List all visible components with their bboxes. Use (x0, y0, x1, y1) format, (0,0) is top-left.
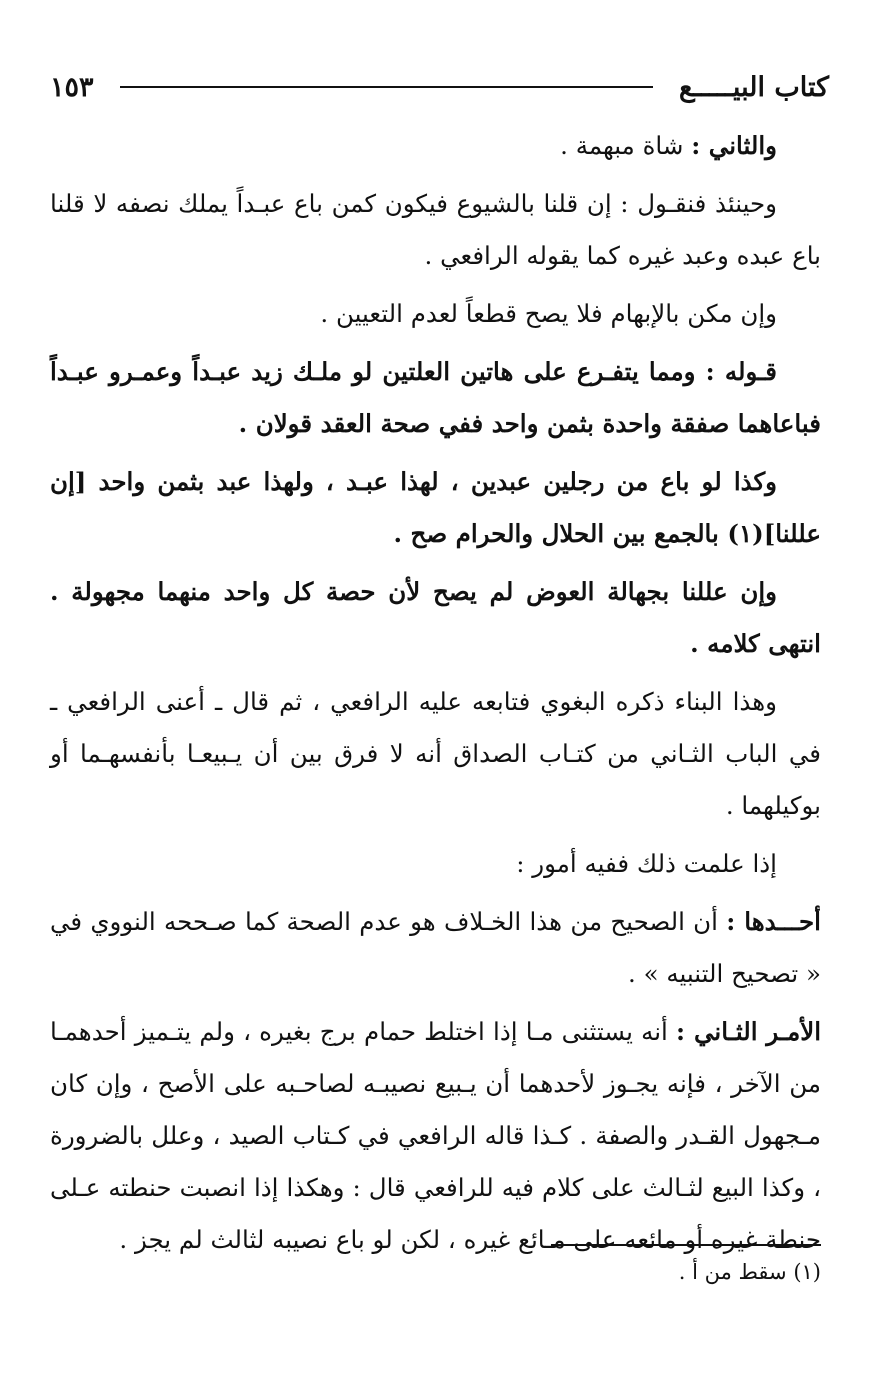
paragraph-text: وكذا لو باع من رجلين عبدين ، لهذا عبـد ، ولهذا عبد بثمن واحد [إن عللنا](١) بالجمع بين الحلال والحرام صح . (50, 467, 821, 548)
main-text (50, 120, 821, 1272)
paragraph-text: وحينئذ فنقـول : إن قلنا بالشيوع فيكون كمن باع عبـداً يملك نصفه لا قلنا باع عبده وعبد غيره كما يقوله الرافعي . (50, 189, 821, 270)
paragraph-text: وإن مكن بالإبهام فلا يصح قطعاً لعدم التعيين . (320, 299, 777, 328)
paragraph-text: وإن عللنا بجهالة العوض لم يصح لأن حصة كل واحد منهما مجهولة . انتهى كلامه . (50, 577, 821, 658)
paragraph (50, 1006, 821, 1266)
paragraph (50, 896, 821, 1000)
paragraph (50, 178, 821, 282)
chapter-title: كتاب البيـــــع (679, 71, 829, 103)
paragraph (50, 676, 821, 832)
quoted-paragraph (50, 346, 821, 450)
paragraph-text: أن الصحيح من هذا الخـلاف هو عدم الصحة كما صـححه النووي في « تصحيح التنبيه » . (50, 907, 821, 988)
page-number: ١٥٣ (50, 71, 94, 103)
paragraph (50, 120, 821, 172)
paragraph (50, 288, 821, 340)
paragraph-text: إذا علمت ذلك ففيه أمور : (516, 849, 777, 878)
paragraph (50, 838, 821, 890)
quoted-paragraph (50, 566, 821, 670)
header-rule (120, 86, 653, 88)
paragraph-text: أنه يستثنى مـا إذا اختلط حمام برج بغيره ، ولم يتـميز أحدهمـا من الآخر ، فإنه يجـوز لأحدهما أن يـبيع نصيبـه لصاحـبه على الأصح ، وإن كان مـجهول القـدر والصفة . كـذا قاله الرافعي في كـتاب الصيد ، وعلل بالضرورة ، وكذا البيع لثـالث على كلام فيه للرافعي قال : وهكذا إذا انصبت حنطته عـلى حنطة غيره أو مائعه على مـائع غيره ، لكن لو باع نصيبه لثالث لم يجز . (50, 1017, 821, 1254)
paragraph-lead: والثاني : (691, 131, 777, 160)
running-header (50, 62, 829, 112)
paragraph-text: قـوله : ومما يتفـرع على هاتين العلتين لو ملـك زيد عبـداً وعمـرو عبـداً فباعاهما صفقة واحدة بثمن واحد ففي صحة العقد قولان . (50, 357, 821, 438)
footnote: (١) سقط من أ . (678, 1260, 821, 1284)
paragraph-text: شاة مبهمة . (560, 131, 692, 160)
paragraph-lead: الأمـر الثـاني : (676, 1017, 822, 1046)
paragraph-text: وهذا البناء ذكره البغوي فتابعه عليه الرافعي ، ثم قال ـ أعنى الرافعي ـ في الباب الثـاني من كتـاب الصداق أنه لا فرق بين أن يـبيعـا بأنفسهـما أو بوكيلهما . (50, 687, 821, 820)
quoted-paragraph (50, 456, 821, 560)
footnote-rule (551, 1244, 821, 1246)
paragraph-lead: أحـــدها : (726, 907, 821, 936)
